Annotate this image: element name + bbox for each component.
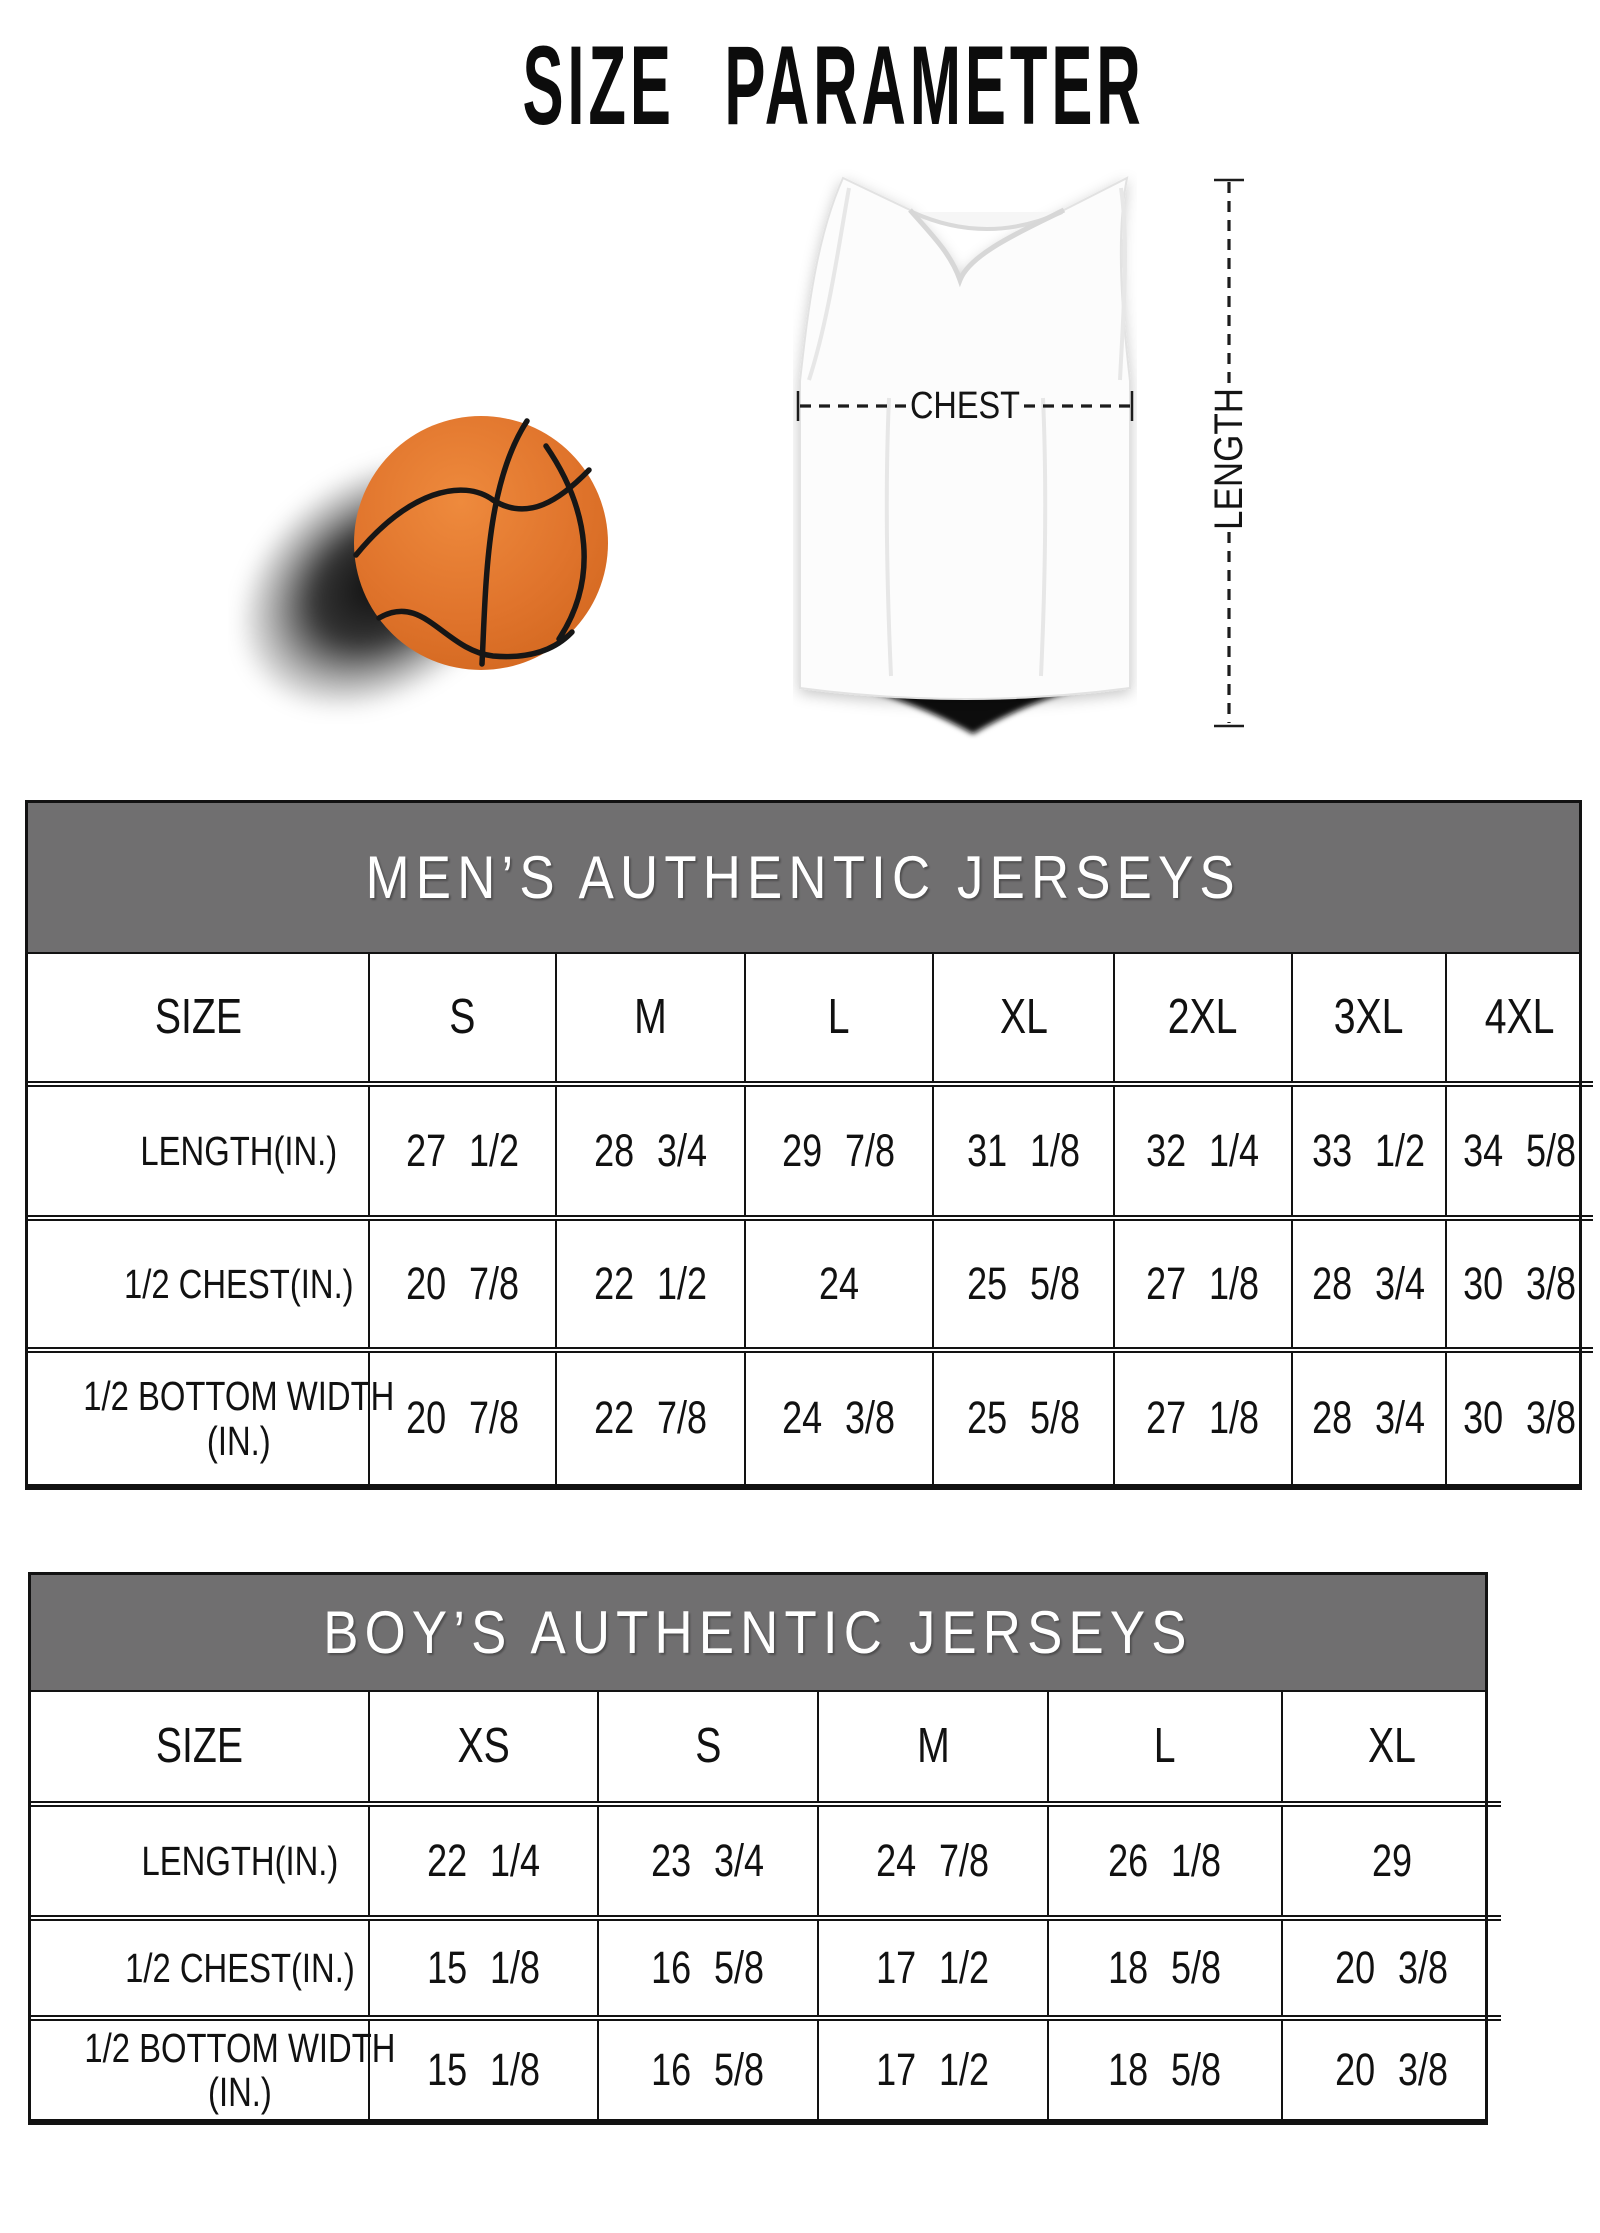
size-value-cell: 22 1/4 (369, 1804, 598, 1918)
size-value-cell: 20 3/8 (1282, 1918, 1501, 2018)
size-value-cell: 16 5/8 (598, 2018, 818, 2119)
size-value-cell: 24 3/8 (745, 1350, 933, 1484)
length-label: LENGTH (1207, 367, 1251, 530)
row-label: LENGTH(IN.) (31, 1804, 369, 1918)
size-header-row (28, 954, 1593, 1084)
size-value-cell: 26 1/8 (1048, 1804, 1282, 1918)
size-value-cell: 29 (1282, 1804, 1501, 1918)
column-header: XL (1282, 1692, 1501, 1804)
table-row (28, 1350, 1593, 1484)
size-value-cell: 27 1/8 (1114, 1218, 1292, 1350)
table-row (28, 1218, 1593, 1350)
size-value-cell: 31 1/8 (933, 1084, 1114, 1218)
size-value-cell: 20 3/8 (1282, 2018, 1501, 2119)
size-value-cell: 22 1/2 (556, 1218, 745, 1350)
column-header: L (1048, 1692, 1282, 1804)
size-value-cell: 17 1/2 (818, 1918, 1048, 2018)
mens-table-banner (28, 803, 1579, 954)
size-header-row (31, 1692, 1501, 1804)
column-header: L (745, 954, 933, 1084)
table-row (31, 1804, 1501, 1918)
size-value-cell: 27 1/8 (1114, 1350, 1292, 1484)
row-label: 1/2 BOTTOM WIDTH (IN.) (28, 1350, 369, 1484)
basketball-icon (228, 388, 652, 724)
column-header: XL (933, 954, 1114, 1084)
size-value-cell: 28 3/4 (556, 1084, 745, 1218)
column-header: 3XL (1292, 954, 1446, 1084)
size-value-cell: 33 1/2 (1292, 1084, 1446, 1218)
size-value-cell: 20 7/8 (369, 1350, 556, 1484)
size-value-cell: 27 1/2 (369, 1084, 556, 1218)
size-value-cell: 34 5/8 (1446, 1084, 1593, 1218)
size-value-cell: 32 1/4 (1114, 1084, 1292, 1218)
boys-size-grid (31, 1692, 1501, 2119)
table-row (31, 2018, 1501, 2119)
mens-size-table (25, 800, 1582, 1490)
row-label: LENGTH(IN.) (28, 1084, 369, 1218)
page-title-text: SIZE PARAMETER (522, 23, 1146, 148)
size-value-cell: 16 5/8 (598, 1918, 818, 2018)
mens-table-title: MEN’S AUTHENTIC JERSEYS (365, 844, 1242, 911)
column-header: S (598, 1692, 818, 1804)
page-title (0, 23, 1600, 148)
mens-size-grid (28, 954, 1593, 1484)
size-value-cell: 28 3/4 (1292, 1350, 1446, 1484)
size-value-cell: 23 3/4 (598, 1804, 818, 1918)
row-label: 1/2 BOTTOM WIDTH (IN.) (31, 2018, 369, 2119)
boys-size-table (28, 1572, 1488, 2125)
column-header: 4XL (1446, 954, 1593, 1084)
jersey-body (800, 178, 1130, 699)
size-value-cell: 30 3/8 (1446, 1350, 1593, 1484)
length-dimension (1198, 172, 1268, 737)
table-row (31, 1918, 1501, 2018)
chest-dimension (793, 383, 1137, 429)
size-value-cell: 30 3/8 (1446, 1218, 1593, 1350)
size-value-cell: 18 5/8 (1048, 2018, 1282, 2119)
column-header: S (369, 954, 556, 1084)
size-value-cell: 24 7/8 (818, 1804, 1048, 1918)
size-value-cell: 18 5/8 (1048, 1918, 1282, 2018)
size-value-cell: 17 1/2 (818, 2018, 1048, 2119)
column-header: XS (369, 1692, 598, 1804)
size-value-cell: 25 5/8 (933, 1350, 1114, 1484)
size-value-cell: 29 7/8 (745, 1084, 933, 1218)
size-value-cell: 15 1/8 (369, 2018, 598, 2119)
size-value-cell: 22 7/8 (556, 1350, 745, 1484)
boys-table-banner (31, 1575, 1485, 1692)
size-value-cell: 15 1/8 (369, 1918, 598, 2018)
column-header: SIZE (155, 1719, 244, 1774)
row-label: 1/2 CHEST(IN.) (28, 1218, 369, 1350)
chest-label: CHEST (910, 385, 1020, 427)
boys-table-title: BOY’S AUTHENTIC JERSEYS (323, 1599, 1193, 1666)
column-header: M (818, 1692, 1048, 1804)
size-value-cell: 28 3/4 (1292, 1218, 1446, 1350)
column-header: M (556, 954, 745, 1084)
jersey-icon (793, 148, 1137, 752)
size-value-cell: 20 7/8 (369, 1218, 556, 1350)
column-header: 2XL (1114, 954, 1292, 1084)
column-header: SIZE (154, 990, 242, 1045)
table-row (28, 1084, 1593, 1218)
row-label: 1/2 CHEST(IN.) (31, 1918, 369, 2018)
size-value-cell: 24 (745, 1218, 933, 1350)
size-value-cell: 25 5/8 (933, 1218, 1114, 1350)
